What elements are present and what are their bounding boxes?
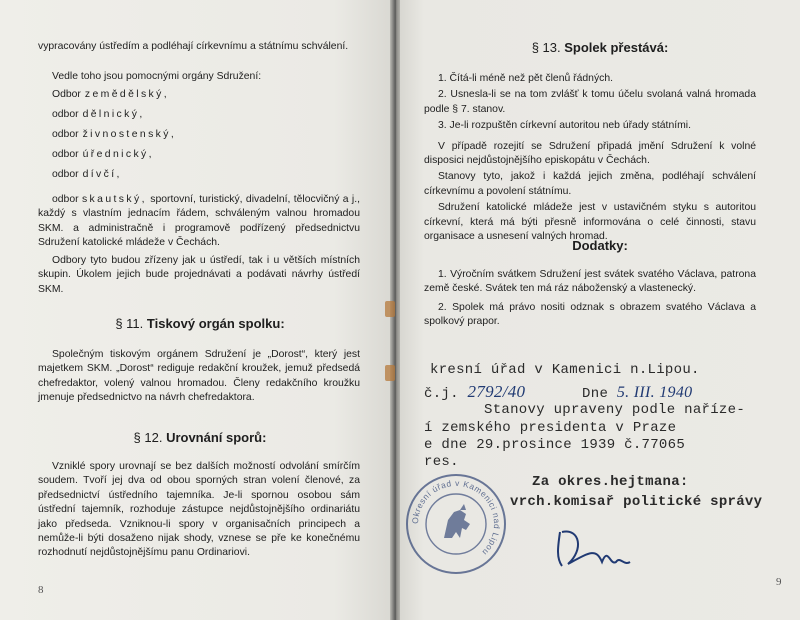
- signature-caption-1: Za okres.hejtmana:: [532, 474, 689, 490]
- section-12-heading: [60, 430, 340, 445]
- odbor-prefix: odbor: [52, 194, 79, 205]
- odbor-word: dělnický,: [82, 109, 145, 120]
- seal-text: Okresní úřad v Kamenici nad Lipou: [409, 477, 503, 558]
- odbor-item: [52, 108, 145, 122]
- right-page: [400, 0, 800, 620]
- stamp-line-5: e dne 29.prosince 1939 č.77065: [424, 437, 686, 453]
- stamp-line-office: kresní úřad v Kamenici n.Lipou.: [430, 362, 700, 378]
- odbor-item: [52, 168, 122, 182]
- page-number: 9: [776, 576, 782, 588]
- odbor-word: dívčí,: [82, 169, 122, 180]
- section-13-heading: [460, 40, 740, 55]
- signature-mark: [550, 522, 700, 574]
- staple-top: [385, 301, 395, 317]
- official-seal: [404, 472, 508, 576]
- ref-prefix: č.j.: [424, 386, 459, 402]
- odbor-word: živnostenský,: [82, 129, 177, 140]
- dodatky-items: [424, 268, 756, 330]
- list-item: 2. Usnesla-li se na tom zvlášť k tomu účelu svolaná valná hromada podle § 7. stanov.: [424, 89, 756, 115]
- dodatky-heading: Dodatky:: [572, 238, 628, 253]
- list-item: 1. Čítá-li méně než pět členů řádných.: [438, 73, 614, 84]
- organs-intro: Vedle toho jsou pomocnými orgány Sdružení:: [52, 71, 262, 82]
- paragraph: Sdružení katolické mládeže jest v ustavičném styku s autoritou církevní, která má býti přesně informována o celé činnosti, stavu organisace a usnesení valných hromad.: [424, 202, 756, 243]
- odbor-item: [52, 88, 169, 102]
- section-number: § 11.: [115, 316, 144, 331]
- stamp-line-reference: [424, 382, 692, 402]
- odbor-prefix: odbor: [52, 169, 79, 180]
- ref-number-handwritten: 2792/40: [467, 382, 526, 401]
- section-number: § 13.: [531, 40, 561, 55]
- left-page: [0, 0, 393, 620]
- list-item: 2. Spolek má právo nositi odznak s obrazem svatého Václava a spolkový prapor.: [424, 301, 756, 328]
- skauting-paragraph: [38, 193, 360, 251]
- lion-emblem-icon: [444, 504, 470, 538]
- signature-caption-2: vrch.komisař politické správy: [510, 494, 763, 510]
- odbor-prefix: odbor: [52, 109, 79, 120]
- paragraph: V případě rozejití se Sdružení připadá jmění Sdružení k volné disposici nejdůstojnějšího episkopátu v Čechách.: [424, 140, 756, 167]
- stamp-line-6: res.: [424, 454, 459, 470]
- section-11-heading: [60, 316, 340, 331]
- section-title: Tiskový orgán spolku:: [146, 316, 285, 331]
- odbor-prefix: odbor: [52, 149, 79, 160]
- section-11-text: Společným tiskovým orgánem Sdružení je „Dorost“, který jest majetkem SKM. „Dorost“ rediguje redakční kroužek, jemuž předsedá chefredaktor, volený valnou hromadou. Členy redakčního kroužku jmenuje předsednictvo na návrh chefredaktora.: [38, 349, 360, 404]
- staple-bottom: [385, 365, 395, 381]
- odbor-prefix: Odbor: [52, 89, 81, 100]
- odbor-word: úřednický,: [82, 149, 154, 160]
- odbor-item: [52, 148, 154, 162]
- section-13-items: [424, 72, 756, 244]
- list-item: 3. Je-li rozpuštěn církevní autoritou neb úřady státními.: [438, 120, 691, 132]
- paragraph: Stanovy tyto, jakož i každá jejich změna, podléhají schválení církevnímu a povolení státnímu.: [424, 171, 756, 197]
- stamp-line-3: Stanovy upraveny podle naříze-: [484, 402, 746, 418]
- odbory-note: Odbory tyto budou zřízeny jak u ústředí, tak i u větších místních skupin. Úkolem jejich bude projednávati a podávati návrhy ústředí SKM.: [38, 255, 360, 295]
- section-12-text: Vzniklé spory urovnají se bez dalších možností odvolání smírčím soudem. Tvoří jej dva od obou sporných stran volení členové, za předsednictví ústředního tajemníka. Je-li spornou osobou sám ústřední tajemník, rozhoduje zástupce nejdůstojnějšího ordinariátu jako předseda. Vzniknou-li spory v organisačních principech a nemůže-li býti dosaženo nijak shody, vznese se pře ke konečnému rozhodnutí nejdůstojnějšímu panu Ordinariovi.: [38, 461, 360, 559]
- intro-paragraph: vypracovány ústředím a podléhají církevnímu a státnímu schválení.: [38, 41, 349, 52]
- list-item: 1. Výročním svátkem Sdružení jest svátek svatého Václava, patrona země české. Svátek ten má ráz náboženský a vlastenecký.: [424, 269, 756, 295]
- section-number: § 12.: [133, 430, 163, 445]
- odbor-prefix: odbor: [52, 129, 79, 140]
- odbor-word: skautský,: [81, 194, 147, 205]
- section-title: Urovnání sporů:: [166, 430, 267, 445]
- section-title: Spolek přestává:: [564, 40, 669, 55]
- stamp-line-4: í zemského presidenta v Praze: [424, 420, 677, 436]
- odbor-word: zemědělský,: [84, 89, 170, 100]
- date-prefix: Dne: [582, 386, 609, 402]
- date-handwritten: 5. III. 1940: [616, 384, 693, 401]
- odbor-item: [52, 128, 176, 142]
- page-number: 8: [38, 584, 44, 596]
- skauting-rest: sportovní, turistický, divadelní, tělocvičný a j., každý s vlastním jednacím řádem, schváleným valnou hromadou SKM. a administračně i programově podřízený předsednictvu Sdružení katolické mládeže v Čechách.: [38, 194, 360, 249]
